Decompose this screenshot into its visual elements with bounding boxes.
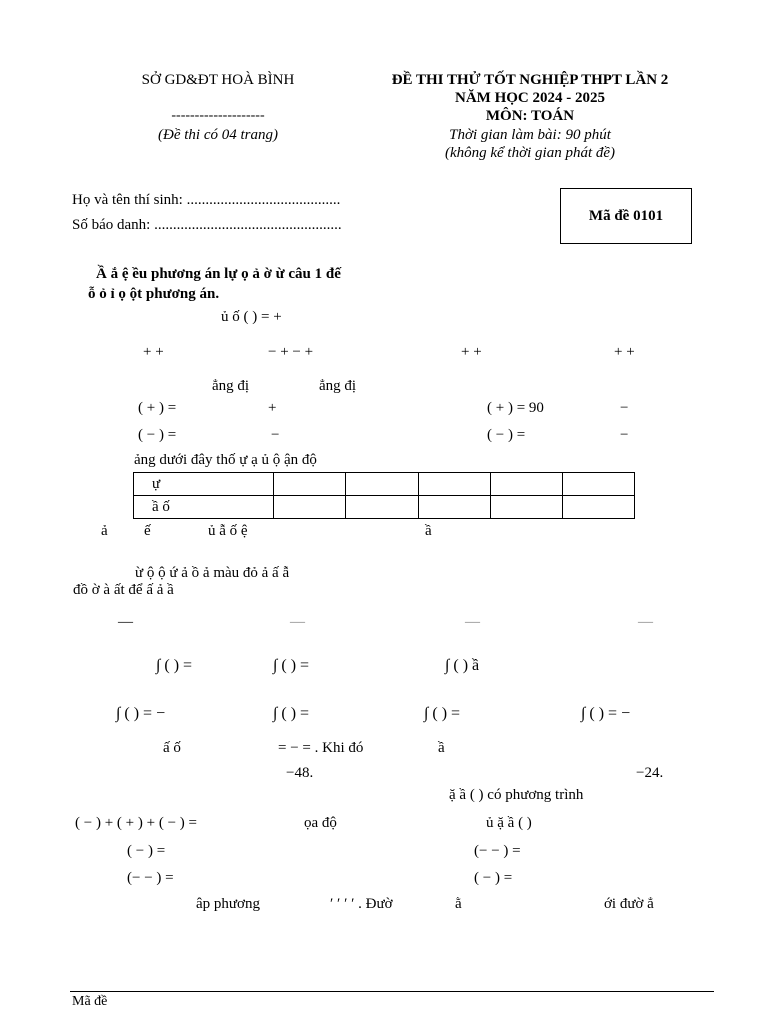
q2-option-c-tail: − [620, 400, 629, 416]
q7-option-c: (− − ) = [127, 870, 174, 886]
q2-option-b-tail: − [271, 427, 280, 443]
q6-option-d: −24. [636, 765, 664, 781]
table-cell [418, 473, 490, 496]
q7-stem-tail: ủ ặ ầ ( ) [486, 815, 532, 831]
q5-integral-2: ∫ ( ) = [273, 657, 310, 674]
exam-code: Mã đề 0101 [588, 207, 664, 224]
q7-option-b: (− − ) = [474, 843, 521, 859]
table-cell [346, 496, 418, 519]
q5-option-c: ∫ ( ) = [424, 705, 461, 722]
q4-option-c: — [465, 614, 480, 630]
q3-question-b: ế [144, 523, 151, 539]
q6-option-b: −48. [286, 765, 314, 781]
header-dashes: -------------------- [171, 108, 265, 123]
duration-note: (không kể thời gian phát đề) [444, 145, 616, 161]
table-cell [562, 473, 634, 496]
table-cell [274, 473, 346, 496]
q6-stem-c: ầ [438, 740, 445, 756]
q1-stem: ủ ố ( ) = + [221, 309, 282, 325]
subject: MÔN: TOÁN [485, 108, 575, 124]
q7-stem-coords: ọa độ [304, 815, 337, 831]
table-cell [418, 496, 490, 519]
footer-code-label: Mã đề [72, 994, 108, 1009]
pages-note: (Đề thi có 04 trang) [158, 127, 278, 143]
table-cell [346, 473, 418, 496]
q2-option-d-tail: − [620, 427, 629, 443]
student-name-line: Họ và tên thí sinh: ......................................... [72, 192, 341, 208]
part1-heading-line1: Ầ ắ ệ ều phương án lự ọ ả ờ ừ câu 1 đế [96, 266, 341, 282]
q1-option-d: + + [614, 344, 635, 360]
q8-stem-c: ằ [455, 896, 462, 912]
q1-option-c: + + [461, 344, 482, 360]
q4-stem-line2: đồ ờ à ất để ấ ả ầ [73, 582, 174, 598]
table-cell [490, 473, 562, 496]
q7-sphere-equation: ( − ) + ( + ) + ( − ) = [75, 815, 197, 831]
q8-stem-d: ới đườ ẳ [604, 896, 654, 912]
table-cell [274, 496, 346, 519]
q2-option-b: ( − ) = [138, 427, 177, 443]
exam-code-box [560, 188, 692, 244]
q5-option-b: ∫ ( ) = [273, 705, 310, 722]
q4-option-b: — [290, 614, 305, 630]
q2-statement-b: ẳng đị [319, 378, 357, 394]
q7-option-d: ( − ) = [474, 870, 513, 886]
q4-option-d: — [638, 614, 653, 630]
table-cell [490, 496, 562, 519]
school-year: NĂM HỌC 2024 - 2025 [455, 90, 605, 106]
q4-option-a: — [118, 614, 133, 630]
q4-stem-line1: ừ ộ ộ ứ ả ồ ả màu đỏ ả ấ ẫ [135, 565, 290, 581]
table-cell [562, 496, 634, 519]
q1-option-b: − + − + [268, 344, 314, 360]
duration: Thời gian làm bài: 90 phút [449, 127, 611, 143]
table-cell-header: ầ ố [134, 496, 274, 519]
student-id-line: Số báo danh: .................................................. [72, 217, 342, 233]
exam-title: ĐỀ THI THỬ TỐT NGHIỆP THPT LẦN 2 [391, 72, 669, 88]
table-row [134, 496, 635, 519]
frequency-table [133, 472, 635, 519]
q3-question-a: ả [101, 523, 108, 539]
q8-stem-a: âp phương [196, 896, 260, 912]
q5-option-a: ∫ ( ) = − [116, 705, 166, 722]
q7-option-a: ( − ) = [127, 843, 166, 859]
q6-stem-b: = − = . Khi đó [278, 740, 364, 756]
table-row [134, 473, 635, 496]
org-name: SỞ GD&ĐT HOÀ BÌNH [141, 72, 295, 88]
footer-divider [70, 991, 714, 992]
q2-option-a-tail: + [268, 400, 277, 416]
q7-stem-line1: ặ ầ ( ) có phương trình [449, 787, 584, 803]
q3-question-d: ầ [425, 523, 432, 539]
q5-integral-1: ∫ ( ) = [156, 657, 193, 674]
q8-stem-b: ′ ′ ′ ′ . Đườ [330, 896, 393, 912]
q1-option-a: + + [143, 344, 164, 360]
q2-option-a: ( + ) = [138, 400, 177, 416]
q6-stem-a: ấ ố [163, 740, 181, 756]
part1-heading-line2: ỗ ỏ ỉ ọ ột phương án. [88, 286, 220, 302]
q2-option-d: ( − ) = [487, 427, 526, 443]
q5-option-d: ∫ ( ) = − [581, 705, 631, 722]
q2-option-c: ( + ) = 90 [487, 400, 544, 416]
q5-integral-3: ∫ ( ) ầ [445, 657, 480, 674]
q3-stem: ảng dưới đây thố ự ạ ủ ộ ận độ [134, 452, 317, 468]
table-cell-header: ự [134, 473, 274, 496]
q2-statement-a: ẳng đị [212, 378, 250, 394]
q3-question-c: ủ ẫ ố ệ [208, 523, 248, 539]
